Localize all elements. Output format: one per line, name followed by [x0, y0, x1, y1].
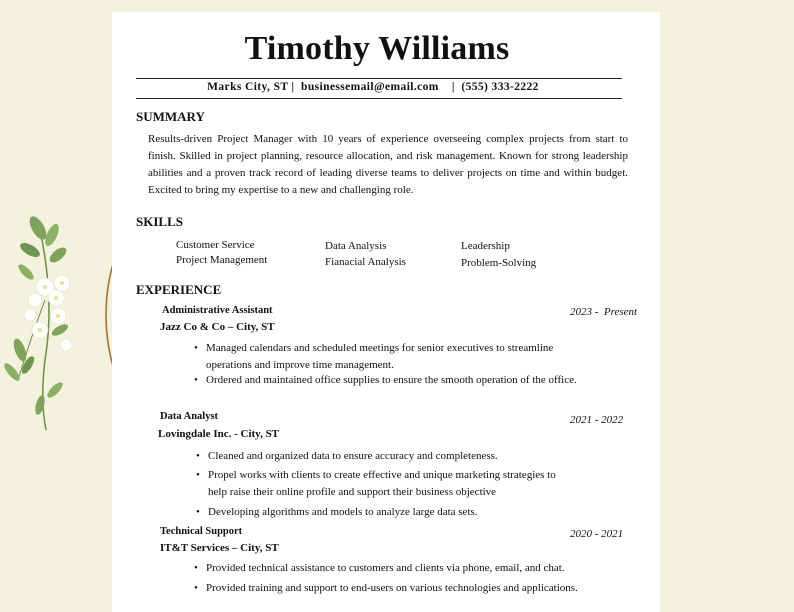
contact-line: Marks City, ST | businessemail@email.com | (555) 333-2222: [207, 81, 539, 93]
job-bullet: [196, 467, 568, 501]
bullet-text: Ordered and maintained office supplies to ensure the smooth operation of the office.: [206, 374, 577, 386]
summary-heading: SUMMARY: [136, 109, 205, 124]
job-bullet: [194, 340, 581, 374]
job-company: IT&T Services – City, ST: [160, 542, 279, 554]
bullet-icon: •: [196, 469, 200, 481]
job-bullet: [196, 504, 583, 521]
skill-item: Data Analysis: [325, 240, 387, 252]
job-company: Lovingdale Inc. - City, ST: [158, 428, 280, 440]
job-bullet: [196, 448, 583, 465]
bullet-icon: •: [194, 562, 198, 574]
job-bullet: [194, 560, 606, 577]
summary-text: Results-driven Project Manager with 10 years of experience overseeing complex projects from start to finish. Skilled in project planning, resource allocation, and risk management. Known for strong leadership abilities and a proven track record of leading diverse teams to deliver projects on time and within budget. Excited to bring my expertise to a new and challenging role.: [148, 133, 628, 196]
experience-heading: EXPERIENCE: [136, 282, 222, 297]
bullet-icon: •: [196, 450, 200, 462]
bullet-icon: •: [194, 582, 198, 594]
job-dates: 2023 - Present: [570, 306, 638, 318]
bullet-text: Managed calendars and scheduled meetings for senior executives to streamline operations and improve time management.: [206, 342, 554, 371]
bullet-icon: •: [196, 506, 200, 518]
skill-item: Fianacial Analysis: [325, 256, 406, 268]
job-dates: 2020 - 2021: [570, 528, 624, 540]
job-bullet: [194, 372, 581, 389]
bullet-icon: •: [194, 342, 198, 354]
job-title: Technical Support: [160, 526, 243, 537]
header-rule-top: [136, 78, 622, 79]
skills-heading: SKILLS: [136, 214, 183, 229]
flower-sprig-icon: [2, 214, 72, 430]
bullet-text: Provided training and support to end-users on various technologies and applications.: [206, 582, 578, 594]
bullet-text: Developing algorithms and models to analyze large data sets.: [208, 506, 478, 518]
job-bullet: [194, 580, 626, 597]
bullet-icon: •: [194, 374, 198, 386]
job-dates: 2021 - 2022: [570, 414, 624, 426]
resume-page: [112, 12, 660, 612]
skill-item: Customer Service: [176, 239, 255, 251]
bullet-text: Provided technical assistance to customers and clients via phone, email, and chat.: [206, 562, 565, 574]
bullet-text: Cleaned and organized data to ensure accuracy and completeness.: [208, 450, 498, 462]
job-title: Data Analyst: [160, 411, 219, 422]
skill-item: Leadership: [461, 240, 510, 252]
header-rule-bottom: [136, 98, 622, 99]
candidate-name: Timothy Williams: [244, 30, 510, 67]
job-company: Jazz Co & Co – City, ST: [160, 321, 275, 333]
skill-item: Problem-Solving: [461, 257, 537, 269]
job-title: Administrative Assistant: [162, 305, 273, 316]
skill-item: Project Management: [176, 254, 268, 266]
bullet-text: Propel works with clients to create effective and unique marketing strategies to help raise their online profile and support their business objective: [208, 469, 556, 498]
